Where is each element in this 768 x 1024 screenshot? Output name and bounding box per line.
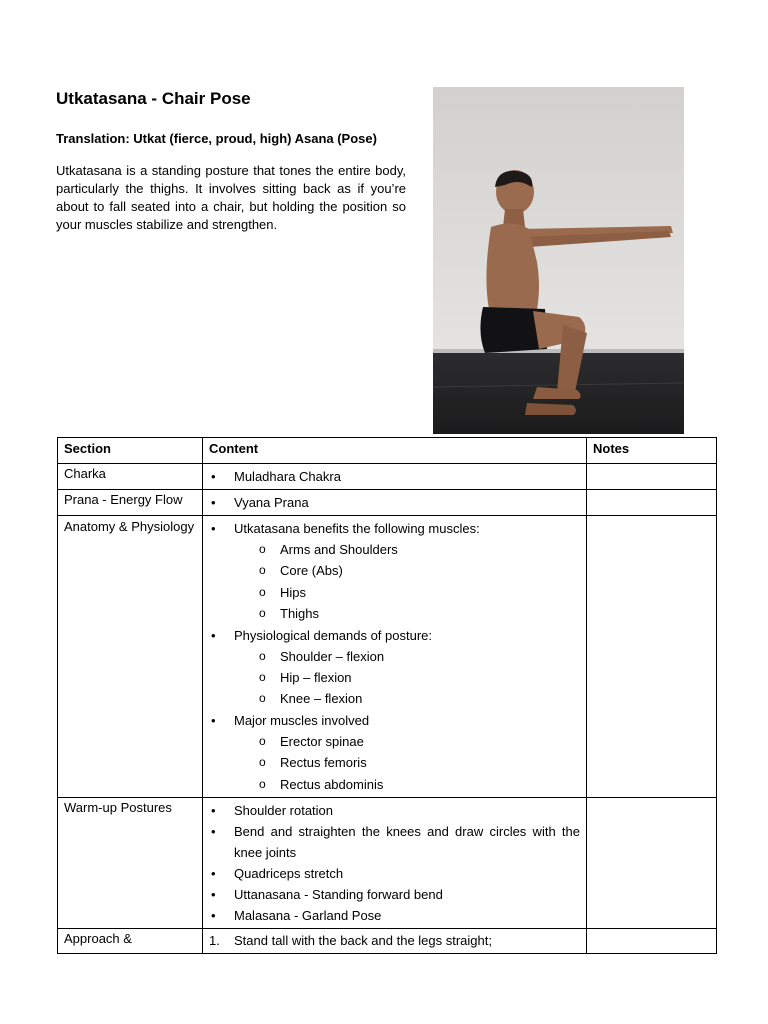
list-item: • Uttanasana - Standing forward bend: [209, 884, 580, 905]
table-row: [58, 929, 717, 954]
group-label: Utkatasana benefits the following muscles:: [234, 521, 480, 536]
content-cell: [203, 516, 587, 798]
section-cell: Warm-up Postures: [58, 798, 203, 929]
content-cell: [203, 929, 587, 954]
sub-list-item: o Rectus abdominis: [234, 774, 580, 795]
content-cell: [203, 798, 587, 929]
content-cell: [203, 490, 587, 516]
table-row: [58, 490, 717, 516]
list-item: • Quadriceps stretch: [209, 863, 580, 884]
lesson-table: [57, 437, 717, 954]
sub-list-item: o Arms and Shoulders: [234, 539, 580, 560]
notes-cell: [587, 929, 717, 954]
sub-list-item: o Shoulder – flexion: [234, 646, 580, 667]
group-label: Major muscles involved: [234, 712, 370, 728]
translation-line: Translation: Utkat (fierce, proud, high) Asana (Pose): [56, 131, 377, 146]
list-item: [209, 625, 580, 710]
sub-list-item: o Hip – flexion: [234, 667, 580, 688]
table-header-row: [58, 438, 717, 464]
step-text: Stand tall with the back and the legs straight;: [234, 933, 492, 949]
intro-paragraph: Utkatasana is a standing posture that tones the entire body, particularly the thighs. It involves sitting back as if you’re about to fall seated into a chair, but holding the position so your muscles stabilize and strengthen.: [56, 163, 406, 232]
sub-list-item: o Hips: [234, 582, 580, 603]
header-section: Section: [58, 438, 203, 464]
sub-list-item: o Knee – flexion: [234, 688, 580, 709]
list-item: [209, 710, 580, 795]
section-cell: Anatomy & Physiology: [58, 516, 203, 798]
notes-cell: [587, 516, 717, 798]
sub-list-item: o Thighs: [234, 603, 580, 624]
group-label: Physiological demands of posture:: [234, 627, 433, 643]
page-title: Utkatasana - Chair Pose: [56, 89, 251, 108]
list-item: [209, 518, 580, 625]
sub-list-item: o Rectus femoris: [234, 752, 580, 773]
step-number: 1.: [209, 933, 220, 949]
sub-list-item: o Erector spinae: [234, 731, 580, 752]
header-content: Content: [203, 438, 587, 464]
notes-cell: [587, 464, 717, 490]
notes-cell: [587, 490, 717, 516]
section-cell: Charka: [58, 464, 203, 490]
content-cell: [203, 464, 587, 490]
section-cell: Prana - Energy Flow: [58, 490, 203, 516]
list-item: • Malasana - Garland Pose: [209, 905, 580, 926]
header-notes: Notes: [587, 438, 717, 464]
table-row: [58, 798, 717, 929]
list-item: • Shoulder rotation: [209, 800, 580, 821]
table-row: [58, 464, 717, 490]
section-cell: Approach &: [58, 929, 203, 954]
list-item: • Vyana Prana: [209, 492, 580, 513]
step-item: [209, 931, 580, 951]
list-item: • Bend and straighten the knees and draw circles with the knee joints: [209, 821, 580, 863]
list-item: • Muladhara Chakra: [209, 466, 580, 487]
table-row: [58, 516, 717, 798]
sub-list-item: o Core (Abs): [234, 560, 580, 581]
chair-pose-photo: [433, 87, 684, 434]
notes-cell: [587, 798, 717, 929]
